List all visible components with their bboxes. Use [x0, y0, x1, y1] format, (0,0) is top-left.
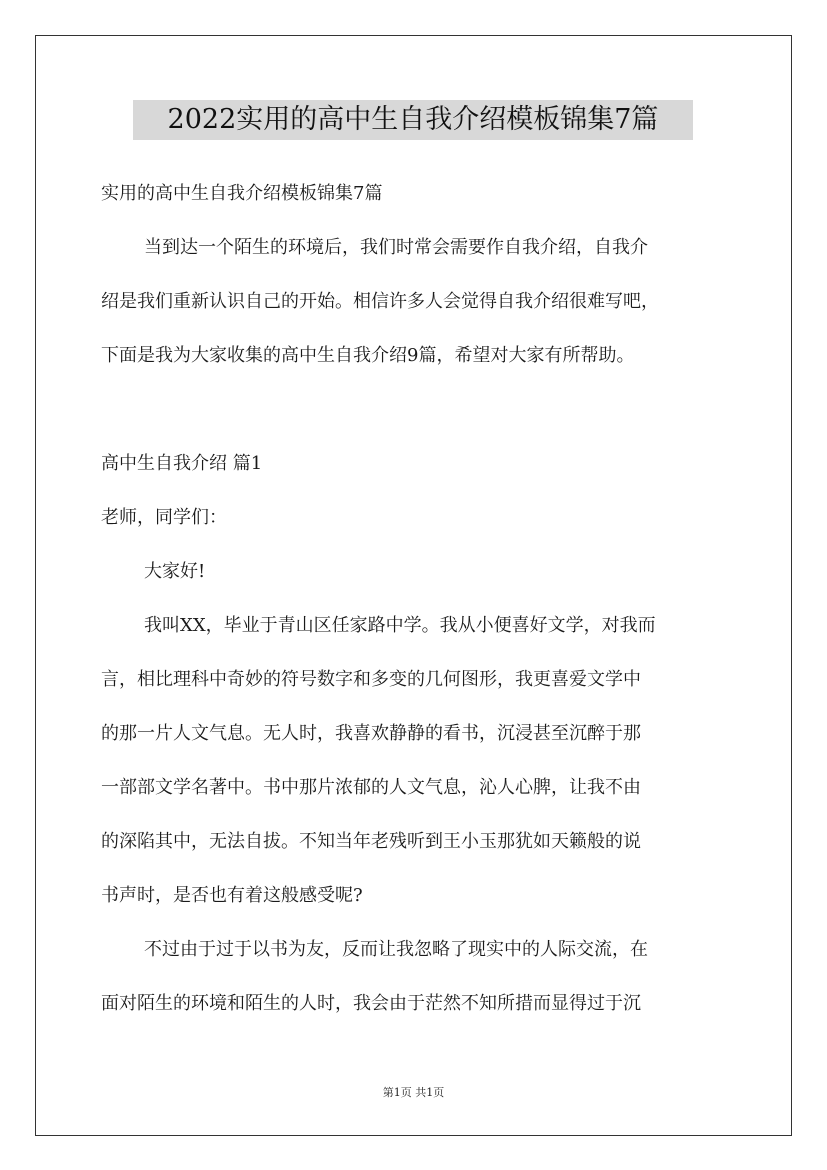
greeting: 大家好!: [144, 561, 206, 582]
intro-line-2: 绍是我们重新认识自己的开始。相信许多人会觉得自我介绍很难写吧，: [101, 291, 659, 312]
page-footer: 第1页 共1页: [382, 1086, 445, 1099]
paragraph1-line-6: 书声时，是否也有着这般感受呢?: [101, 885, 363, 906]
intro-line-3: 下面是我为大家收集的高中生自我介绍9篇，希望对大家有所帮助。: [101, 345, 635, 366]
intro-line-1: 当到达一个陌生的环境后，我们时常会需要作自我介绍，自我介: [144, 237, 648, 258]
document-subtitle: 实用的高中生自我介绍模板锦集7篇: [101, 183, 383, 204]
salutation: 老师，同学们：: [101, 507, 227, 528]
paragraph1-line-2: 言，相比理科中奇妙的符号数字和多变的几何图形，我更喜爱文学中: [101, 669, 641, 690]
document-title: 2022实用的高中生自我介绍模板锦集7篇: [133, 100, 693, 140]
paragraph1-line-4: 一部部文学名著中。书中那片浓郁的人文气息，沁人心脾，让我不由: [101, 777, 641, 798]
paragraph2-line-2: 面对陌生的环境和陌生的人时，我会由于茫然不知所措而显得过于沉: [101, 993, 641, 1014]
paragraph2-line-1: 不过由于过于以书为友，反而让我忽略了现实中的人际交流，在: [144, 939, 648, 960]
paragraph1-line-1: 我叫XX，毕业于青山区任家路中学。我从小便喜好文学，对我而: [144, 615, 656, 636]
paragraph1-line-5: 的深陷其中，无法自拔。不知当年老残听到王小玉那犹如天籁般的说: [101, 831, 641, 852]
section-heading: 高中生自我介绍 篇1: [101, 453, 263, 474]
paragraph1-line-3: 的那一片人文气息。无人时，我喜欢静静的看书，沉浸甚至沉醉于那: [101, 723, 641, 744]
